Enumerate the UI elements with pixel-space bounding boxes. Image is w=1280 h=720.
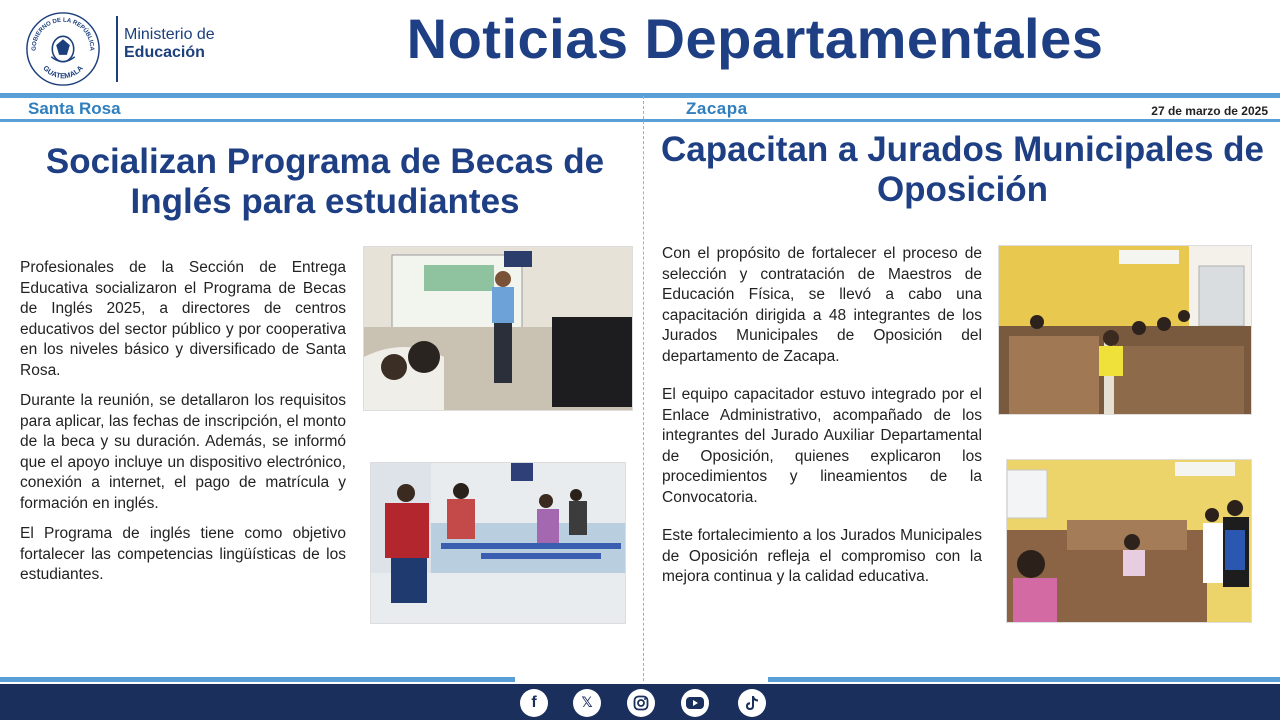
ministry-name-line1: Ministerio de xyxy=(124,26,215,43)
photo-training-presenters xyxy=(1006,459,1252,623)
header-divider-bar xyxy=(0,93,1280,98)
instagram-glyph xyxy=(633,695,649,711)
instagram-icon[interactable] xyxy=(627,689,655,717)
footer-accent-line xyxy=(768,677,1280,682)
left-article-body xyxy=(20,258,346,596)
left-article-paragraph: Durante la reunión, se detallaron los requisitos para aplicar, las fechas de inscripción, el monto de la beca y su duración. Además, se informó que el apoyo incluye un dispositivo electrónico, conexión a internet, el pago de matrícula y formación en inglés. xyxy=(20,392,346,512)
facebook-icon[interactable] xyxy=(520,689,548,717)
publication-date: 27 de marzo de 2025 xyxy=(1151,104,1268,118)
photo-classroom-audience xyxy=(370,462,626,624)
right-article-body xyxy=(662,244,982,606)
section-divider-bar xyxy=(0,119,1280,122)
logo-divider xyxy=(116,16,118,82)
left-article-paragraph: El Programa de inglés tiene como objetivo fortalecer las competencias lingüísticas de los estudiantes. xyxy=(20,525,346,583)
youtube-icon[interactable] xyxy=(681,689,709,717)
x-glyph: 𝕏 xyxy=(581,695,593,711)
guatemala-seal-icon xyxy=(24,10,102,88)
ministry-name-line2: Educación xyxy=(124,44,205,61)
left-department-label: Santa Rosa xyxy=(28,99,121,118)
right-article-paragraph: Este fortalecimiento a los Jurados Municipales de Oposición refleja el compromiso con la mejora continua y la calidad educativa. xyxy=(662,527,982,585)
left-article-headline: Socializan Programa de Becas de Inglés para estudiantes xyxy=(45,142,605,221)
x-icon[interactable] xyxy=(573,689,601,717)
photo-training-cubicles xyxy=(998,245,1252,415)
column-divider xyxy=(643,96,644,681)
right-article-headline: Capacitan a Jurados Municipales de Oposición xyxy=(661,130,1264,209)
svg-text:GUATEMALA: GUATEMALA xyxy=(41,63,85,81)
ministry-logo xyxy=(18,8,238,88)
tiktok-icon[interactable] xyxy=(738,689,766,717)
right-article-paragraph: El equipo capacitador estuvo integrado por el Enlace Administrativo, acompañado de los integrantes del Jurado Auxiliar Departamental de Oposición, quienes explicaron los procedimientos y lineamientos de la Convocatoria. xyxy=(662,386,982,506)
footer-accent-line xyxy=(0,677,515,682)
left-article-paragraph: Profesionales de la Sección de Entrega Educativa socializaron el Programa de Becas de Inglés 2025, a directores de centros educativos del sector público y por cooperativa en los niveles básico y diversificado de Santa Rosa. xyxy=(20,259,346,379)
svg-text:GOBIERNO DE LA REPÚBLICA: GOBIERNO DE LA REPÚBLICA xyxy=(31,17,95,51)
youtube-glyph xyxy=(686,696,704,710)
tiktok-glyph xyxy=(745,695,759,711)
photo-presentation-classroom xyxy=(363,246,633,411)
right-department-label: Zacapa xyxy=(686,99,748,118)
page-title: Noticias Departamentales xyxy=(406,7,1104,70)
facebook-glyph: f xyxy=(531,694,537,711)
right-article-paragraph: Con el propósito de fortalecer el proceso de selección y contratación de Maestros de Educación Física, se llevó a cabo una capacitación dirigida a 48 integrantes de los Jurados Municipales de Oposición del departamento de Zacapa. xyxy=(662,245,982,365)
